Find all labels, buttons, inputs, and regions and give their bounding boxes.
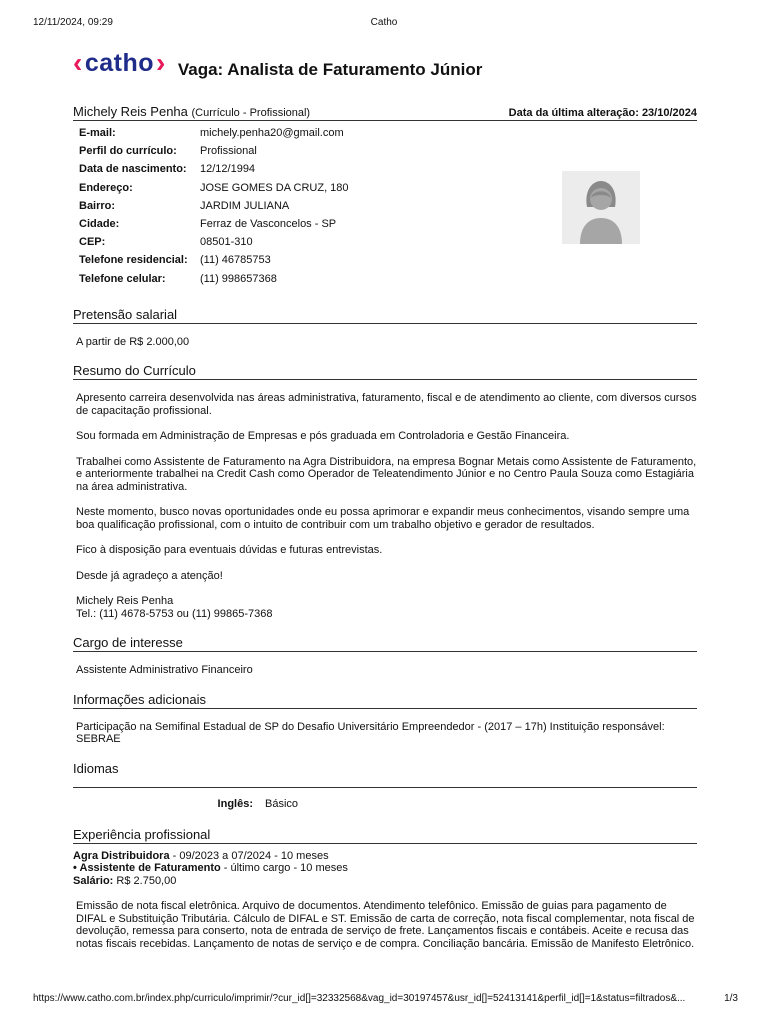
experience-salary-label: Salário: [73, 874, 114, 887]
logo-left-chevron: ‹ [73, 47, 83, 78]
interest-text: Assistente Administrativo Financeiro [76, 664, 253, 677]
summary-paragraph: Desde já agradeço a atenção! [76, 569, 223, 582]
language-name: Inglês: [217, 797, 253, 810]
summary-paragraph: Fico à disposição para eventuais dúvidas e futuras entrevistas. [76, 544, 383, 557]
print-title: Catho [370, 17, 398, 28]
info-value: JARDIM JULIANA [200, 199, 290, 212]
experience-company: Agra Distribuidora [73, 849, 170, 862]
print-header [33, 17, 735, 31]
info-label: CEP: [79, 236, 106, 249]
info-label: Perfil do currículo: [79, 145, 177, 158]
candidate-header [73, 104, 697, 121]
info-label: Telefone celular: [79, 272, 166, 285]
print-url: https://www.catho.com.br/index.php/curriculo/imprimir/?cur_id[]=32332568&vag_id=30197457&usr_id[]=52413141&perfil_id[]=1&status=filtrados&... [33, 993, 686, 1004]
experience-period: - 09/2023 a 07/2024 - 10 meses [169, 849, 329, 862]
info-label: Cidade: [79, 218, 120, 231]
info-value: 12/12/1994 [200, 163, 256, 176]
salary-section [73, 307, 697, 349]
logo-right-chevron: › [156, 47, 166, 78]
experience-role: • Assistente de Faturamento [73, 862, 221, 875]
info-row-mobile-phone [73, 270, 697, 288]
additional-section [73, 692, 697, 746]
info-value: (11) 998657368 [200, 272, 277, 285]
experience-description: Emissão de nota fiscal eletrônica. Arquivo de documentos. Atendimento telefônico. Emissão de guias para pagamento de DIFAL e Substituição Tributária. Cálculo de DIFAL e ST. Emissão de carta de correção, nota fiscal complementar, nota fiscal de devolução, remessa para conserto, nota de entrada de serviço de frete. Lançamentos fiscais e contábeis. Aceite e recusa das notas fiscais recebidas. Lançamento de notas de serviço e de compra. Conciliação bancária. Emissão de Manifesto Eletrônico. [76, 900, 695, 950]
last-change-date: Data da última alteração: 23/10/2024 [508, 107, 697, 119]
summary-phones: Tel.: (11) 4678-5753 ou (11) 99865-7368 [76, 607, 273, 620]
info-value: Ferraz de Vasconcelos - SP [200, 218, 337, 231]
personal-info [73, 124, 697, 288]
experience-salary: R$ 2.750,00 [113, 874, 177, 887]
page-number: 1/3 [724, 993, 738, 1004]
interest-section [73, 635, 697, 677]
info-value: Profissional [200, 145, 257, 158]
catho-logo [73, 49, 166, 78]
info-row-email [73, 124, 697, 142]
experience-section [73, 827, 697, 951]
language-row [73, 798, 697, 810]
experience-role-note: - último cargo - 10 meses [220, 862, 348, 875]
info-label: E-mail: [79, 127, 116, 140]
languages-section [73, 761, 697, 810]
experience-salary-line [73, 875, 697, 888]
section-heading: Resumo do Currículo [73, 363, 697, 380]
summary-paragraph: Neste momento, busco novas oportunidades onde eu possa aprimorar e expandir meus conhecimentos, visando sempre uma boa qualificação profissional, com o intuito de contribuir com um trabalho objetivo e gerador de resultados. [76, 506, 690, 531]
summary-section [73, 363, 697, 620]
info-label: Telefone residencial: [79, 254, 188, 267]
info-label: Endereço: [79, 181, 133, 194]
resume-document [73, 48, 697, 950]
info-label: Bairro: [79, 199, 116, 212]
info-row-profile [73, 142, 697, 160]
info-label: Data de nascimento: [79, 163, 187, 176]
summary-paragraph: Trabalhei como Assistente de Faturamento na Agra Distribuidora, na empresa Bognar Metais como Assistente de Faturamento, e anteriormente trabalhei na Credit Cash como Operador de Teleatendimento Júnior e no Centro Paula Souza como Estagiária na área administrativa. [76, 455, 697, 493]
section-heading: Pretensão salarial [73, 307, 697, 324]
experience-entry [73, 850, 697, 951]
experience-role-line [73, 862, 697, 875]
section-heading: Idiomas [73, 760, 119, 776]
profile-note: (Currículo - Profissional) [191, 107, 311, 119]
info-value: JOSE GOMES DA CRUZ, 180 [200, 181, 349, 194]
section-heading: Informações adicionais [73, 692, 697, 709]
additional-text: Participação na Semifinal Estadual de SP do Desafio Universitário Empreendedor - (2017 – 17h) Instituição responsável: SEBRAE [76, 720, 665, 746]
section-heading: Cargo de interesse [73, 635, 697, 652]
section-heading: Experiência profissional [73, 827, 697, 844]
summary-signature: Michely Reis Penha [76, 595, 174, 608]
languages-divider [73, 787, 697, 788]
logo-wordmark: catho [84, 48, 155, 77]
info-row-home-phone [73, 251, 697, 269]
salary-text: A partir de R$ 2.000,00 [76, 335, 190, 348]
info-value: 08501-310 [200, 236, 253, 249]
info-value: michely.penha20@gmail.com [200, 127, 344, 140]
print-timestamp: 12/11/2024, 09:29 [33, 17, 113, 28]
brand-row [73, 48, 697, 78]
experience-company-line [73, 850, 697, 863]
summary-paragraph: Sou formada em Administração de Empresas e pós graduada em Controladoria e Gestão Financeira. [76, 430, 570, 443]
language-level: Básico [265, 797, 299, 810]
summary-paragraph: Apresento carreira desenvolvida nas áreas administrativa, faturamento, fiscal e de atendimento ao cliente, com diversos cursos de capacitação profissional. [76, 392, 697, 417]
candidate-name: Michely Reis Penha [73, 104, 188, 119]
info-value: (11) 46785753 [200, 254, 271, 267]
print-footer [33, 993, 738, 1007]
avatar-placeholder-icon [562, 171, 640, 244]
candidate-name-line [73, 104, 310, 119]
job-title: Vaga: Analista de Faturamento Júnior [177, 60, 483, 79]
